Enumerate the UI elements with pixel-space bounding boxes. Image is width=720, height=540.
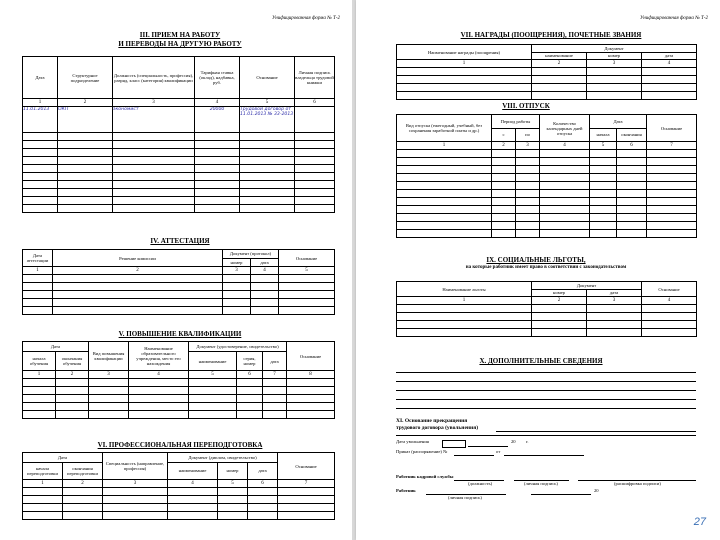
hiring-header-signature: Личная подпись владельца трудовой книжки: [295, 57, 335, 99]
column-number: 5: [590, 142, 617, 150]
ruled-line: [396, 372, 696, 373]
column-number: 2: [63, 480, 103, 488]
vacation-header-from: с: [492, 128, 516, 142]
section-9-subtitle: на которые работник имеет право в соответствии с законодательством: [465, 265, 627, 270]
section-7-title: VII. НАГРАДЫ (ПООЩРЕНИЯ), ПОЧЕТНЫЕ ЗВАНИЯ: [460, 31, 642, 39]
hiring-salary-value: 20000: [195, 107, 240, 133]
column-number: 5: [189, 371, 237, 379]
qualification-header-end: окончания обучения: [56, 352, 89, 371]
benefits-header-basis: Основание: [642, 282, 697, 297]
vacation-header-to: по: [516, 128, 540, 142]
vacation-header-dates: Дата: [590, 115, 647, 129]
attestation-header-basis: Основание: [279, 250, 335, 267]
qualification-header-docdate: дата: [263, 352, 287, 371]
column-number: 3: [223, 267, 251, 275]
column-number: 1: [23, 267, 53, 275]
column-number: 2: [58, 99, 113, 107]
caption-signature: (личная подпись): [524, 481, 558, 486]
awards-header-name: Наименование награды (поощрения): [397, 45, 532, 60]
column-number: 3: [516, 142, 540, 150]
column-number: 2: [532, 60, 587, 68]
column-number: 2: [53, 267, 223, 275]
column-number: 1: [23, 480, 63, 488]
ruled-line: [396, 408, 696, 409]
dismissal-year-suffix: г.: [526, 439, 529, 444]
caption-position: (должность): [468, 481, 493, 486]
vacation-header-start: начала: [590, 128, 617, 142]
form-note: Унифицированная форма № Т-2: [639, 16, 708, 21]
column-number: 4: [168, 480, 218, 488]
column-number: 4: [540, 142, 590, 150]
hiring-header-basis: Основание: [240, 57, 295, 99]
column-number: 3: [587, 60, 642, 68]
caption-employee-signature: (личная подпись): [448, 495, 482, 500]
column-number: 6: [248, 480, 278, 488]
vacation-header-period: Период работы: [492, 115, 540, 129]
qualification-table: [22, 341, 335, 419]
qualification-header-doc: Документ (удостоверение, свидетельство): [189, 342, 287, 352]
retraining-header-docnum: номер: [218, 462, 248, 479]
benefits-header-name: Наименование льготы: [397, 282, 532, 297]
column-number: 6: [295, 99, 335, 107]
qualification-header-org: Наименование образовательного учреждения, место его нахождения: [129, 342, 189, 371]
caption-name: (расшифровка подписи): [614, 481, 661, 486]
column-number: 1: [397, 297, 532, 305]
hr-officer-label: Работник кадровой службы: [396, 474, 454, 479]
benefits-header-docdate: дата: [587, 289, 642, 297]
column-number: 2: [56, 371, 89, 379]
retraining-header-start: начала переподготовки: [23, 462, 63, 479]
hiring-table: [22, 56, 335, 213]
awards-header-docnum: номер: [587, 52, 642, 60]
column-number: 3: [103, 480, 168, 488]
benefits-header-docnum: номер: [532, 289, 587, 297]
attestation-header-docnum: номер: [223, 258, 251, 267]
column-number: 2: [532, 297, 587, 305]
page-number: 27: [693, 516, 706, 528]
benefits-header-doc: Документ: [532, 282, 642, 290]
order-label: Приказ (распоряжение) №: [396, 449, 448, 454]
vacation-table: [396, 114, 697, 238]
column-number: 4: [129, 371, 189, 379]
retraining-header-basis: Основание: [278, 453, 335, 480]
order-date-line[interactable]: [504, 455, 584, 456]
column-number: 5: [279, 267, 335, 275]
section-11-title: XI. Основание прекращения: [396, 418, 468, 424]
column-number: 4: [195, 99, 240, 107]
qualification-header-basis: Основание: [287, 342, 335, 371]
ruled-line: [396, 390, 696, 391]
dismissal-day-input[interactable]: [442, 440, 466, 448]
column-number: 5: [218, 480, 248, 488]
awards-header-docname: наименование: [532, 52, 587, 60]
attestation-header-date: Дата аттестации: [23, 250, 53, 267]
column-number: 4: [251, 267, 279, 275]
ruled-line: [396, 399, 696, 400]
awards-table: [396, 44, 697, 100]
section-3-title: III. ПРИЕМ НА РАБОТУ: [139, 31, 221, 39]
column-number: 6: [237, 371, 263, 379]
left-form-page: [0, 0, 352, 540]
column-number: 6: [617, 142, 647, 150]
hiring-unit-value: ОКП: [58, 107, 113, 133]
section-11-subtitle: трудового договора (увольнения): [396, 425, 479, 431]
vacation-header-end: окончания: [617, 128, 647, 142]
retraining-header-spec: Специальность (направление, профессия): [103, 453, 168, 480]
column-number: 3: [89, 371, 129, 379]
column-number: 1: [23, 371, 56, 379]
hiring-date-value: 11.01.2013: [23, 107, 58, 133]
column-number: 7: [278, 480, 335, 488]
vacation-header-type: Вид отпуска (ежегодный, учебный, без сохранения заработной платы и др.): [397, 115, 492, 142]
hiring-header-position: Должность (специальность, профессия), разряд, класс (категория) квалификации: [113, 57, 195, 99]
column-number: 7: [263, 371, 287, 379]
vacation-header-basis: Основание: [647, 115, 697, 142]
employee-date-line[interactable]: [531, 494, 591, 495]
section-6-title: VI. ПРОФЕССИОНАЛЬНАЯ ПЕРЕПОДГОТОВКА: [97, 441, 263, 449]
ruled-line: [396, 435, 696, 436]
column-number: 5: [240, 99, 295, 107]
form-note: Унифицированная форма № Т-2: [271, 16, 340, 21]
dismissal-year-prefix: 20: [511, 439, 516, 444]
section-3-subtitle: И ПЕРЕВОДЫ НА ДРУГУЮ РАБОТУ: [118, 40, 242, 48]
hiring-header-date: Дата: [23, 57, 58, 99]
section-8-title: VIII. ОТПУСК: [502, 102, 550, 110]
qualification-header-date: Дата: [23, 342, 89, 352]
retraining-header-docname: наименование: [168, 462, 218, 479]
column-number: 2: [492, 142, 516, 150]
qualification-header-docname: наименование: [189, 352, 237, 371]
vacation-header-days: Количество календарных дней отпуска: [540, 115, 590, 142]
qualification-header-docser: серия, номер: [237, 352, 263, 371]
attestation-header-docdate: дата: [251, 258, 279, 267]
attestation-header-doc: Документ (протокол): [223, 250, 279, 259]
section-9-title: IX. СОЦИАЛЬНЫЕ ЛЬГОТЫ,: [486, 256, 586, 264]
ruled-line: [396, 381, 696, 382]
section-4-title: IV. АТТЕСТАЦИЯ: [150, 237, 210, 245]
dismissal-month-line[interactable]: [468, 446, 508, 447]
column-number: 3: [587, 297, 642, 305]
column-number: 3: [113, 99, 195, 107]
awards-header-doc: Документ: [532, 45, 697, 53]
order-number-line[interactable]: [454, 455, 494, 456]
dismissal-date-label: Дата увольнения: [396, 439, 429, 444]
hiring-header-salary: Тарифная ставка (оклад), надбавка, руб.: [195, 57, 240, 99]
retraining-header-date: Дата: [23, 453, 103, 463]
section-10-title: X. ДОПОЛНИТЕЛЬНЫЕ СВЕДЕНИЯ: [479, 357, 603, 365]
order-from-label: от: [496, 449, 501, 454]
ruled-line: [496, 431, 696, 432]
retraining-header-end: окончания переподготовки: [63, 462, 103, 479]
attestation-table: [22, 249, 335, 315]
hiring-position-value: экономист: [113, 107, 195, 133]
attestation-header-decision: Решение комиссии: [53, 250, 223, 267]
column-number: 7: [647, 142, 697, 150]
qualification-header-start: начала обучения: [23, 352, 56, 371]
retraining-table: [22, 452, 335, 520]
hiring-basis-value: Трудовой договор от 11.01.2013 № 33-2013: [240, 107, 295, 133]
column-number: 4: [642, 60, 697, 68]
column-number: 8: [287, 371, 335, 379]
hiring-signature-cell: [295, 107, 335, 133]
column-number: 1: [23, 99, 58, 107]
employee-label: Работник: [396, 488, 416, 493]
employee-year-prefix: 20: [594, 488, 599, 493]
benefits-table: [396, 281, 697, 337]
right-form-page: [356, 0, 720, 540]
hiring-header-unit: Структурное подразделение: [58, 57, 113, 99]
column-number: 1: [397, 142, 492, 150]
column-number: 4: [642, 297, 697, 305]
section-5-title: V. ПОВЫШЕНИЕ КВАЛИФИКАЦИИ: [118, 330, 242, 338]
retraining-header-doc: Документ (диплом, свидетельство): [168, 453, 278, 463]
qualification-header-type: Вид повышения квалификации: [89, 342, 129, 371]
column-number: 1: [397, 60, 532, 68]
retraining-header-docdate: дата: [248, 462, 278, 479]
awards-header-docdate: дата: [642, 52, 697, 60]
